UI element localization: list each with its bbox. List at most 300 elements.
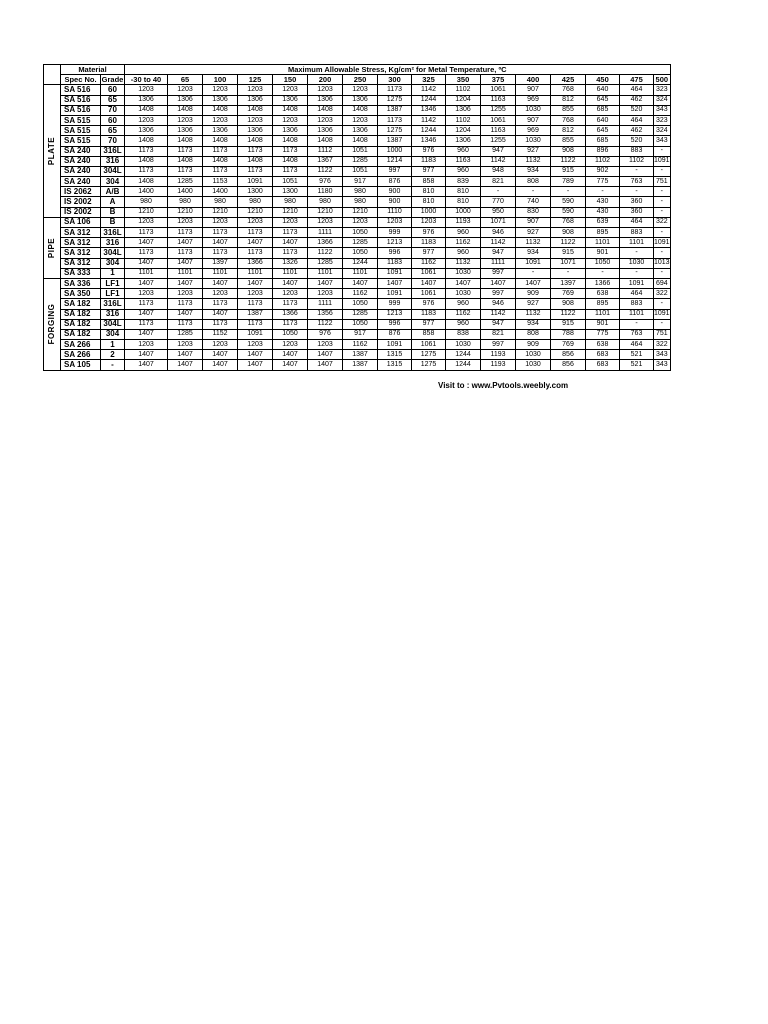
- stress-value-cell: 1210: [203, 207, 238, 217]
- spec-no-cell: SA 312: [61, 258, 101, 268]
- stress-value-cell: 521: [620, 350, 654, 360]
- stress-value-cell: 1050: [343, 299, 378, 309]
- spec-no-cell: IS 2062: [61, 187, 101, 197]
- stress-value-cell: 999: [378, 299, 412, 309]
- stress-value-cell: 839: [446, 177, 481, 187]
- stress-value-cell: 1387: [343, 350, 378, 360]
- stress-value-cell: 950: [481, 207, 516, 217]
- stress-value-cell: 980: [308, 197, 343, 207]
- stress-value-cell: 1101: [168, 268, 203, 278]
- stress-value-cell: 1397: [203, 258, 238, 268]
- stress-value-cell: 1210: [125, 207, 168, 217]
- stress-value-cell: 909: [516, 289, 551, 299]
- spec-no-cell: SA 516: [61, 85, 101, 95]
- stress-value-cell: 638: [586, 340, 620, 350]
- stress-value-cell: -: [654, 207, 671, 217]
- spec-no-cell: SA 333: [61, 268, 101, 278]
- stress-value-cell: 1102: [446, 85, 481, 95]
- table-row: [44, 156, 671, 166]
- grade-cell: 304: [101, 177, 125, 187]
- grade-cell: 316L: [101, 146, 125, 156]
- stress-value-cell: 1142: [481, 309, 516, 319]
- stress-value-cell: 1407: [203, 360, 238, 370]
- spec-no-cell: SA 182: [61, 299, 101, 309]
- stress-value-cell: 1111: [481, 258, 516, 268]
- stress-value-cell: -: [620, 166, 654, 176]
- table-row: [44, 350, 671, 360]
- stress-value-cell: 1111: [308, 228, 343, 238]
- stress-value-cell: 1203: [125, 289, 168, 299]
- spec-no-cell: SA 350: [61, 289, 101, 299]
- stress-value-cell: -: [654, 187, 671, 197]
- stress-value-cell: 1030: [446, 289, 481, 299]
- stress-value-cell: 1387: [378, 136, 412, 146]
- grade-cell: 316L: [101, 299, 125, 309]
- stress-value-cell: 521: [620, 360, 654, 370]
- stress-value-cell: 810: [412, 197, 446, 207]
- stress-value-cell: 1275: [412, 350, 446, 360]
- stress-value-cell: 1407: [343, 278, 378, 288]
- stress-value-cell: 915: [551, 319, 586, 329]
- stress-value-cell: 980: [203, 197, 238, 207]
- stress-value-cell: 751: [654, 177, 671, 187]
- stress-value-cell: 1244: [446, 360, 481, 370]
- stress-value-cell: 1101: [238, 268, 273, 278]
- stress-value-cell: 960: [446, 299, 481, 309]
- temperature-header: 65: [168, 75, 203, 85]
- stress-value-cell: 901: [586, 319, 620, 329]
- spec-no-cell: SA 240: [61, 146, 101, 156]
- stress-value-cell: 1300: [238, 187, 273, 197]
- grade-cell: 316: [101, 156, 125, 166]
- stress-value-cell: 1408: [308, 105, 343, 115]
- stress-value-cell: 788: [551, 329, 586, 339]
- stress-value-cell: 1407: [308, 278, 343, 288]
- stress-value-cell: 1407: [203, 309, 238, 319]
- grade-cell: LF1: [101, 278, 125, 288]
- stress-value-cell: 1122: [308, 166, 343, 176]
- stress-value-cell: 1142: [481, 238, 516, 248]
- stress-value-cell: 1407: [125, 258, 168, 268]
- stress-value-cell: 1203: [412, 217, 446, 227]
- table-row: [44, 238, 671, 248]
- spec-no-cell: SA 240: [61, 177, 101, 187]
- stress-value-cell: 1407: [168, 258, 203, 268]
- stress-value-cell: 1407: [168, 350, 203, 360]
- category-label-forging: [44, 278, 61, 370]
- stress-value-cell: 1101: [620, 309, 654, 319]
- stress-value-cell: 1408: [238, 156, 273, 166]
- stress-value-cell: 1203: [125, 217, 168, 227]
- table-body: [44, 85, 671, 370]
- stress-value-cell: 1275: [378, 126, 412, 136]
- stress-value-cell: 1244: [412, 95, 446, 105]
- category-header: [44, 65, 61, 85]
- stress-value-cell: 883: [620, 146, 654, 156]
- stress-value-cell: 768: [551, 217, 586, 227]
- stress-value-cell: 896: [586, 146, 620, 156]
- grade-cell: 65: [101, 126, 125, 136]
- stress-value-cell: 1203: [203, 115, 238, 125]
- stress-value-cell: 1101: [343, 268, 378, 278]
- spec-no-cell: SA 312: [61, 238, 101, 248]
- stress-value-cell: 960: [446, 248, 481, 258]
- stress-value-cell: 980: [168, 197, 203, 207]
- stress-value-cell: 996: [378, 248, 412, 258]
- table-row: [44, 115, 671, 125]
- stress-value-cell: 1203: [308, 85, 343, 95]
- stress-value-cell: 996: [378, 319, 412, 329]
- stress-value-cell: 1407: [125, 360, 168, 370]
- spec-no-cell: SA 516: [61, 95, 101, 105]
- stress-value-cell: 1306: [238, 126, 273, 136]
- stress-value-cell: 1407: [238, 350, 273, 360]
- stress-value-cell: 1407: [273, 360, 308, 370]
- stress-value-cell: 1173: [203, 166, 238, 176]
- stress-value-cell: 1030: [516, 360, 551, 370]
- stress-value-cell: 1407: [238, 360, 273, 370]
- stress-value-cell: 1091: [620, 278, 654, 288]
- stress-value-cell: 1091: [654, 238, 671, 248]
- stress-value-cell: -: [620, 268, 654, 278]
- stress-value-cell: 322: [654, 340, 671, 350]
- stress-value-cell: 1142: [412, 115, 446, 125]
- stress-value-cell: 1173: [238, 248, 273, 258]
- stress-table-sheet: [43, 64, 671, 371]
- stress-value-cell: -: [620, 248, 654, 258]
- stress-value-cell: 1101: [308, 268, 343, 278]
- stress-value-cell: 1306: [343, 126, 378, 136]
- category-label-plate: [44, 85, 61, 217]
- stress-value-cell: -: [654, 268, 671, 278]
- stress-value-cell: 1407: [308, 350, 343, 360]
- table-row: [44, 289, 671, 299]
- stress-value-cell: 927: [516, 146, 551, 156]
- spec-no-cell: IS 2002: [61, 197, 101, 207]
- stress-value-cell: 1387: [378, 105, 412, 115]
- category-text: PIPE: [47, 237, 56, 258]
- stress-value-cell: 976: [308, 177, 343, 187]
- stress-value-cell: 1408: [203, 156, 238, 166]
- footer-link-text: Visit to : www.Pvtools.weebly.com: [438, 381, 569, 390]
- stress-value-cell: 1306: [273, 95, 308, 105]
- stress-value-cell: 876: [378, 329, 412, 339]
- stress-value-cell: 1306: [446, 136, 481, 146]
- stress-value-cell: 1203: [168, 340, 203, 350]
- stress-value-cell: 1163: [481, 95, 516, 105]
- stress-value-cell: 1203: [125, 115, 168, 125]
- table-row: [44, 207, 671, 217]
- stress-value-cell: 1173: [238, 146, 273, 156]
- stress-value-cell: 1285: [343, 156, 378, 166]
- stress-value-cell: 895: [586, 299, 620, 309]
- stress-value-cell: 464: [620, 340, 654, 350]
- category-text: FORGING: [47, 303, 56, 345]
- table-row: [44, 166, 671, 176]
- stress-value-cell: 1407: [125, 309, 168, 319]
- stress-value-cell: 360: [620, 197, 654, 207]
- stress-value-cell: 1408: [125, 156, 168, 166]
- stress-value-cell: 876: [378, 177, 412, 187]
- table-row: [44, 217, 671, 227]
- stress-value-cell: 1407: [168, 309, 203, 319]
- stress-value-cell: 960: [446, 228, 481, 238]
- stress-value-cell: 322: [654, 289, 671, 299]
- stress-value-cell: 1101: [125, 268, 168, 278]
- stress-value-cell: 1071: [481, 217, 516, 227]
- stress-value-cell: 1213: [378, 238, 412, 248]
- stress-value-cell: 907: [516, 85, 551, 95]
- table-row: [44, 329, 671, 339]
- grade-cell: LF1: [101, 289, 125, 299]
- stress-value-cell: 1400: [168, 187, 203, 197]
- material-header: Material: [61, 65, 125, 75]
- stress-value-cell: 1326: [273, 258, 308, 268]
- stress-value-cell: 1210: [343, 207, 378, 217]
- stress-value-cell: 1061: [481, 115, 516, 125]
- stress-value-cell: 1173: [273, 299, 308, 309]
- stress-value-cell: 640: [586, 85, 620, 95]
- stress-value-cell: 808: [516, 177, 551, 187]
- stress-value-cell: 980: [343, 187, 378, 197]
- stress-value-cell: 1387: [343, 360, 378, 370]
- stress-value-cell: 645: [586, 95, 620, 105]
- table-row: [44, 187, 671, 197]
- stress-value-cell: 883: [620, 299, 654, 309]
- stress-value-cell: 1091: [516, 258, 551, 268]
- stress-value-cell: 685: [586, 105, 620, 115]
- stress-value-cell: 810: [446, 187, 481, 197]
- stress-value-cell: 1408: [168, 156, 203, 166]
- table-row: [44, 197, 671, 207]
- grade-cell: B: [101, 217, 125, 227]
- stress-value-cell: 1163: [446, 156, 481, 166]
- stress-value-cell: 1285: [308, 258, 343, 268]
- stress-value-cell: 1173: [125, 248, 168, 258]
- stress-value-cell: 934: [516, 248, 551, 258]
- stress-value-cell: 1213: [378, 309, 412, 319]
- table-row: [44, 258, 671, 268]
- stress-value-cell: 812: [551, 95, 586, 105]
- stress-value-cell: 1203: [343, 85, 378, 95]
- stress-value-cell: 1091: [378, 268, 412, 278]
- stress-value-cell: 948: [481, 166, 516, 176]
- stress-value-cell: 946: [481, 228, 516, 238]
- stress-value-cell: 1407: [238, 238, 273, 248]
- stress-value-cell: -: [654, 299, 671, 309]
- stress-value-cell: 1407: [481, 278, 516, 288]
- stress-value-cell: 638: [586, 289, 620, 299]
- stress-value-cell: 900: [378, 197, 412, 207]
- stress-value-cell: 1306: [125, 95, 168, 105]
- stress-value-cell: 1407: [203, 350, 238, 360]
- stress-value-cell: 1408: [125, 177, 168, 187]
- stress-value-cell: 1408: [238, 105, 273, 115]
- temperature-header: 475: [620, 75, 654, 85]
- stress-value-cell: 1407: [168, 278, 203, 288]
- stress-value-cell: 1030: [516, 350, 551, 360]
- stress-value-cell: 1306: [125, 126, 168, 136]
- table-row: [44, 177, 671, 187]
- stress-value-cell: 1030: [446, 340, 481, 350]
- stress-value-cell: 1400: [125, 187, 168, 197]
- stress-value-cell: 1203: [168, 115, 203, 125]
- grade-cell: 60: [101, 115, 125, 125]
- grade-cell: 1: [101, 340, 125, 350]
- temperature-header: 250: [343, 75, 378, 85]
- stress-value-cell: 1210: [308, 207, 343, 217]
- stress-value-cell: 1102: [620, 156, 654, 166]
- stress-value-cell: 1255: [481, 136, 516, 146]
- stress-value-cell: 1173: [125, 166, 168, 176]
- stress-value-cell: 1102: [586, 156, 620, 166]
- stress-value-cell: 1193: [481, 360, 516, 370]
- stress-value-cell: 1367: [308, 156, 343, 166]
- stress-value-cell: 1173: [203, 228, 238, 238]
- stress-value-cell: 976: [308, 329, 343, 339]
- table-row: [44, 278, 671, 288]
- stress-value-cell: 324: [654, 126, 671, 136]
- stress-value-cell: 1407: [273, 350, 308, 360]
- stress-value-cell: 901: [586, 248, 620, 258]
- stress-value-cell: 1407: [125, 238, 168, 248]
- grade-cell: -: [101, 360, 125, 370]
- stress-value-cell: 1203: [168, 217, 203, 227]
- stress-value-cell: 1203: [125, 85, 168, 95]
- stress-value-cell: 1306: [203, 95, 238, 105]
- table-row: [44, 146, 671, 156]
- stress-value-cell: 1387: [238, 309, 273, 319]
- stress-value-cell: 980: [238, 197, 273, 207]
- stress-value-cell: 1162: [446, 238, 481, 248]
- stress-value-cell: -: [654, 228, 671, 238]
- stress-value-cell: 1203: [308, 289, 343, 299]
- stress-value-cell: 590: [551, 197, 586, 207]
- stress-value-cell: 1173: [125, 299, 168, 309]
- table-title: Maximum Allowable Stress, Kg/cm² for Metal Temperature, ºC: [125, 65, 671, 75]
- stress-value-cell: 838: [446, 329, 481, 339]
- stress-value-cell: 1285: [343, 309, 378, 319]
- stress-value-cell: 1203: [273, 289, 308, 299]
- stress-value-cell: 1183: [412, 238, 446, 248]
- stress-value-cell: 856: [551, 360, 586, 370]
- temperature-header: 375: [481, 75, 516, 85]
- stress-value-cell: 856: [551, 350, 586, 360]
- stress-value-cell: 1407: [412, 278, 446, 288]
- stress-value-cell: 1030: [620, 258, 654, 268]
- stress-value-cell: 1000: [378, 146, 412, 156]
- grade-cell: 316: [101, 309, 125, 319]
- stress-value-cell: 1101: [620, 238, 654, 248]
- stress-value-cell: 1061: [481, 85, 516, 95]
- stress-value-cell: 1397: [551, 278, 586, 288]
- stress-value-cell: 1122: [308, 319, 343, 329]
- stress-value-cell: 1285: [343, 238, 378, 248]
- table-row: [44, 248, 671, 258]
- stress-value-cell: 907: [516, 217, 551, 227]
- table-row: [44, 105, 671, 115]
- stress-value-cell: 1173: [168, 299, 203, 309]
- spec-no-cell: SA 515: [61, 115, 101, 125]
- stress-value-cell: 1204: [446, 95, 481, 105]
- stress-value-cell: 1244: [446, 350, 481, 360]
- stress-value-cell: 590: [551, 207, 586, 217]
- stress-value-cell: 1173: [168, 166, 203, 176]
- stress-value-cell: 1101: [586, 238, 620, 248]
- stress-value-cell: 960: [446, 319, 481, 329]
- stress-value-cell: 1408: [308, 136, 343, 146]
- stress-value-cell: 1122: [308, 248, 343, 258]
- stress-value-cell: 1306: [203, 126, 238, 136]
- stress-value-cell: 645: [586, 126, 620, 136]
- grade-cell: 304L: [101, 319, 125, 329]
- stress-value-cell: 900: [378, 187, 412, 197]
- stress-value-cell: 1122: [551, 238, 586, 248]
- category-label-pipe: [44, 217, 61, 278]
- stress-value-cell: 1013: [654, 258, 671, 268]
- stress-value-cell: 323: [654, 85, 671, 95]
- stress-value-cell: 908: [551, 228, 586, 238]
- stress-value-cell: 917: [343, 329, 378, 339]
- stress-value-cell: 1061: [412, 289, 446, 299]
- stress-value-cell: 830: [516, 207, 551, 217]
- spec-no-cell: SA 516: [61, 105, 101, 115]
- stress-value-cell: 858: [412, 177, 446, 187]
- stress-value-cell: 430: [586, 197, 620, 207]
- temperature-header: 150: [273, 75, 308, 85]
- stress-value-cell: 1255: [481, 105, 516, 115]
- stress-value-cell: 1408: [203, 105, 238, 115]
- stress-value-cell: 980: [125, 197, 168, 207]
- stress-value-cell: 1203: [343, 115, 378, 125]
- stress-value-cell: 1111: [308, 299, 343, 309]
- stress-value-cell: 1203: [273, 217, 308, 227]
- stress-value-cell: 1203: [238, 217, 273, 227]
- stress-value-cell: 763: [620, 177, 654, 187]
- stress-value-cell: 1408: [273, 105, 308, 115]
- stress-value-cell: 775: [586, 177, 620, 187]
- stress-value-cell: 1122: [551, 309, 586, 319]
- stress-value-cell: 1173: [238, 299, 273, 309]
- table-row: [44, 85, 671, 95]
- stress-value-cell: 1407: [168, 360, 203, 370]
- stress-value-cell: 1244: [343, 258, 378, 268]
- stress-value-cell: 858: [412, 329, 446, 339]
- stress-value-cell: 999: [378, 228, 412, 238]
- spec-no-cell: SA 240: [61, 156, 101, 166]
- spec-no-cell: SA 266: [61, 340, 101, 350]
- stress-value-cell: 343: [654, 105, 671, 115]
- temperature-header: 500: [654, 75, 671, 85]
- table-row: [44, 319, 671, 329]
- stress-value-cell: 1407: [203, 278, 238, 288]
- stress-value-cell: 1407: [516, 278, 551, 288]
- stress-value-cell: 1203: [238, 85, 273, 95]
- stress-value-cell: 1210: [168, 207, 203, 217]
- grade-cell: 60: [101, 85, 125, 95]
- stress-value-cell: 1306: [273, 126, 308, 136]
- stress-value-cell: 1356: [308, 309, 343, 319]
- stress-value-cell: 908: [551, 299, 586, 309]
- stress-value-cell: 977: [412, 319, 446, 329]
- grade-cell: 65: [101, 95, 125, 105]
- temperature-header: 400: [516, 75, 551, 85]
- stress-value-cell: 977: [412, 166, 446, 176]
- stress-value-cell: 1091: [654, 156, 671, 166]
- stress-value-cell: 324: [654, 95, 671, 105]
- stress-value-cell: 1306: [308, 126, 343, 136]
- stress-value-cell: 1203: [238, 340, 273, 350]
